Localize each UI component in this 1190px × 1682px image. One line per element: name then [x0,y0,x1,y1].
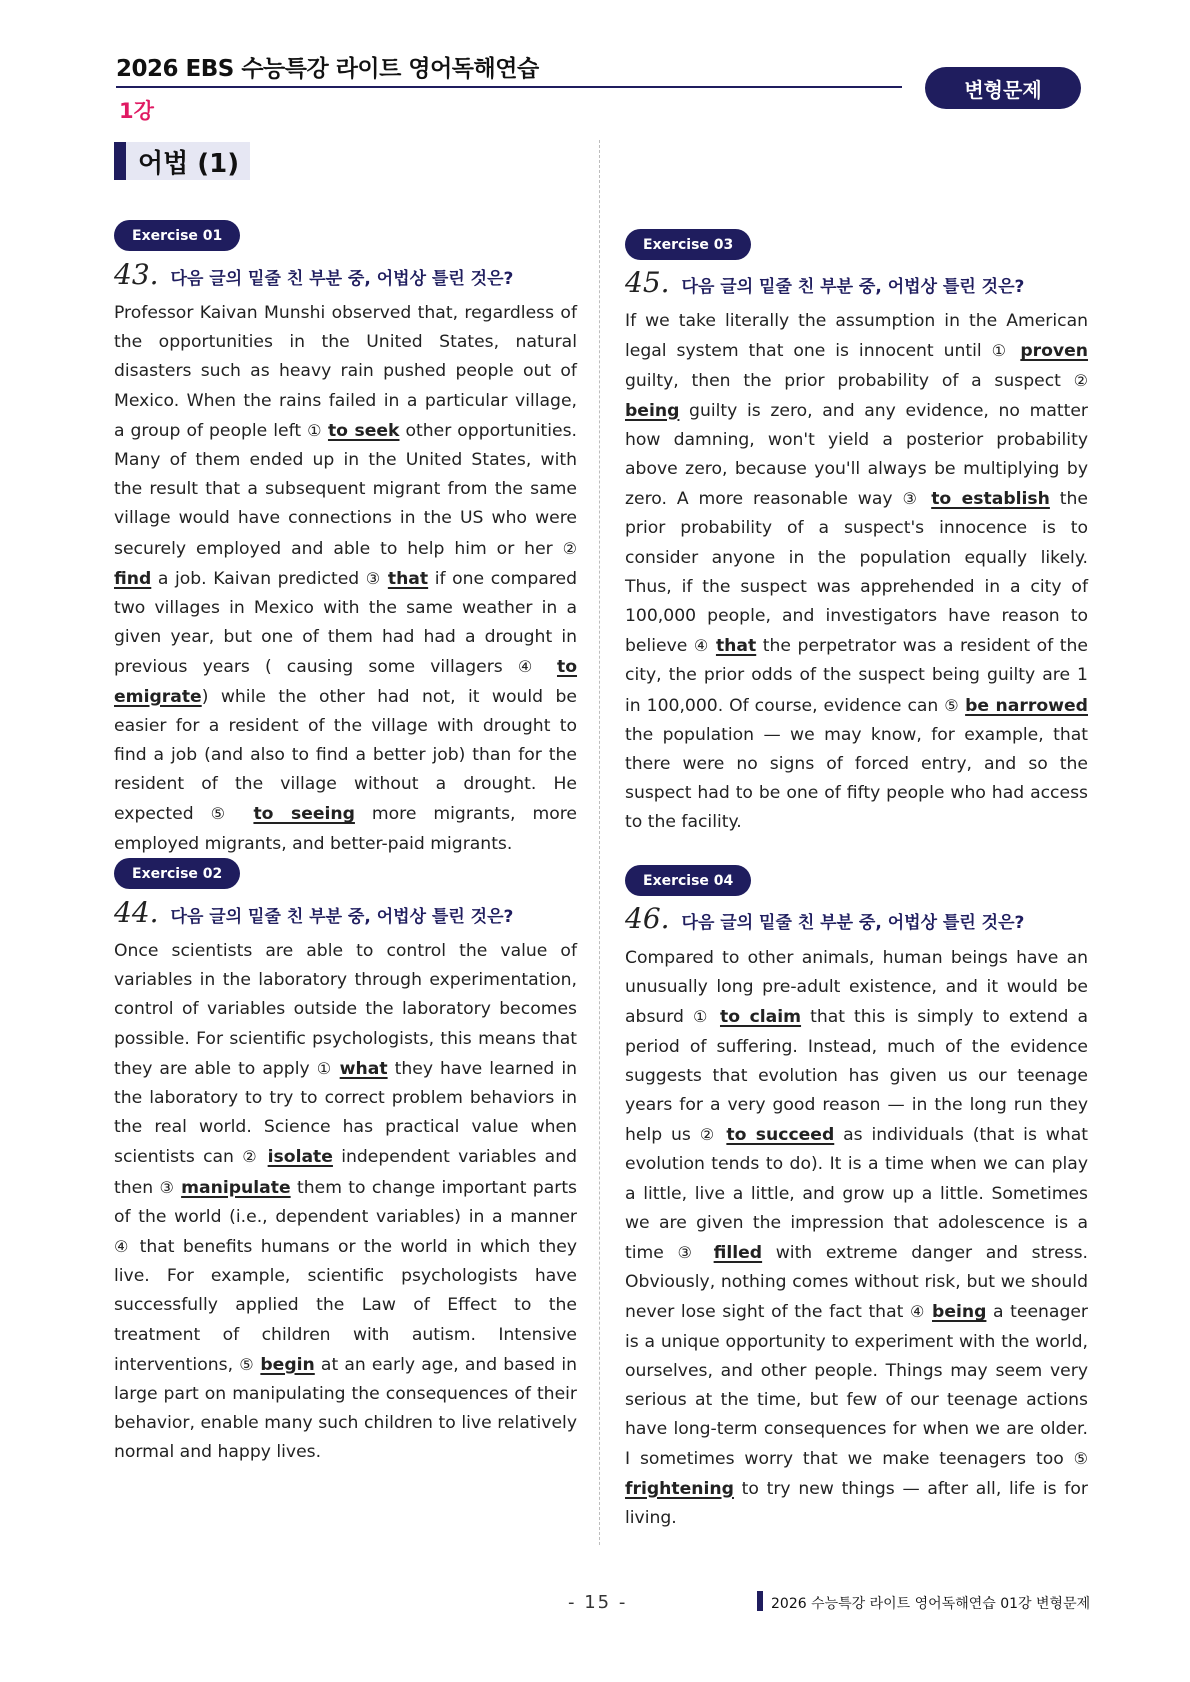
footer-marker [757,1591,763,1611]
question-header [114,896,513,929]
underlined-choice: manipulate [181,1177,291,1198]
choice-marker: ① [693,1007,711,1027]
underlined-choice: frightening [625,1478,734,1499]
question-passage: Once scientists are able to control the value of variables in the laboratory through experimentation, control of variables outside the laboratory becomes possible. For scientific psychologists, this means that they are able to apply ① what they have learned in the laboratory to try to correct problem behaviors in the real world. Science has practical value when scientists can ② isolate independent variables and then ③ manipulate them to change important parts of the world (i.e., dependent variables) in a manner ④ that benefits humans or the world in which they live. For example, scientific psychologists have successfully applied the Law of Effect to the treatment of children with autism. Intensive interventions, ⑤ begin at an early age, and based in large part on manipulating the consequences of their behavior, enable many such children to live relatively normal and happy lives. [114,941,578,1463]
question-passage: Compared to other animals, human beings have an unusually long pre-adult existence, and it would be absurd ① to claim that this is simply to extend a period of suffering. Instead, much of the evidence suggests that evolution has given us our teenage years for a very good reason — in the long run they help us ② to succeed as individuals (that is what evolution tends to do). It is a time when we can play a little, live a little, and grow up a little. Sometimes we are given the impression that adolescence is a time ③ filled with extreme danger and stress. Obviously, nothing comes without risk, but we should never lose sight of the fact that ④ being a teenager is a unique opportunity to experiment with the world, ourselves, and other people. Things may seem very serious at the time, but few of our teenage actions have long-term consequences for when we are older. I sometimes worry that we make teenagers too ⑤ frightening to try new things — after all, life is for living. [625,948,1089,1528]
underlined-choice: being [625,400,680,421]
underlined-choice: to succeed [726,1125,835,1146]
choice-marker: ② [562,538,577,558]
underlined-choice: that [715,636,757,657]
underlined-choice: proven [1020,341,1089,362]
page-number: - 15 - [568,1592,628,1613]
underlined-choice: to seeing [253,804,355,825]
underlined-choice: to claim [719,1007,802,1028]
underlined-choice: find [114,568,152,589]
underlined-choice: begin [260,1354,315,1375]
choice-marker: ④ [517,657,542,677]
section-title: 어법 (1) [138,148,240,179]
choice-marker: ① [316,1058,333,1078]
underlined-choice: what [339,1058,388,1079]
choice-marker: ② [242,1147,260,1167]
document-title: 2026 EBS 수능특강 라이트 영어독해연습 [116,56,539,82]
exercise-badge: Exercise 04 [625,865,751,896]
column-divider [599,140,600,1545]
underlined-choice: be narrowed [965,695,1088,716]
choice-marker: ④ [693,636,710,656]
section-heading [114,142,250,180]
choice-marker: ③ [365,568,382,588]
footer-title: 2026 수능특강 라이트 영어독해연습 01강 변형문제 [771,1596,1091,1612]
choice-marker: ① [307,420,322,440]
question-prompt: 다음 글의 밑줄 친 부분 중, 어법상 틀린 것은? [681,277,1025,297]
choice-marker: ② [1073,371,1088,391]
question-number: 45. [625,266,670,299]
choice-marker: ⑤ [1073,1449,1088,1469]
choice-marker: ① [991,341,1011,361]
section-marker [114,142,126,180]
choice-marker: ③ [677,1243,700,1263]
choice-marker: ③ [902,489,922,509]
question-passage: Professor Kaivan Munshi observed that, regardless of the opportunities in the United States, natural disasters such as heavy rain pushed people out of Mexico. When the rains failed in a particular village, a group of people left ① to seek other opportunities. Many of them ended up in the United States, with the result that a subsequent migrant from the same village would have connections in the US who were securely employed and able to help him or her ② find a job. Kaivan predicted ③ that if one compared two villages in Mexico with the same weather in a given year, but one of them had had a drought in previous years ( causing some villagers ④ to emigrate) while the other had not, it would be easier for a resident of the village with drought to find a job (and also to find a better job) than for the resident of the village without a drought. He expected ⑤ to seeing more migrants, more employed migrants, and better-paid migrants. [114,303,578,854]
exercise-badge: Exercise 03 [625,229,751,260]
question-number: 46. [625,902,670,935]
lesson-label: 1강 [119,99,154,123]
exercise-badge: Exercise 02 [114,858,240,889]
choice-marker: ⑤ [239,1354,255,1374]
choice-marker: ⑤ [210,804,237,824]
underlined-choice: to seek [327,420,400,441]
underlined-choice: being [932,1302,987,1323]
underlined-choice: to emigrate [114,657,578,707]
underlined-choice: filled [713,1243,763,1264]
question-prompt: 다음 글의 밑줄 친 부분 중, 어법상 틀린 것은? [170,907,514,927]
question-number: 43. [114,258,159,291]
choice-marker: ③ [159,1177,175,1197]
question-prompt: 다음 글의 밑줄 친 부분 중, 어법상 틀린 것은? [681,913,1025,933]
category-badge: 변형문제 [925,67,1081,109]
underlined-choice: that [387,568,429,589]
question-number: 44. [114,896,159,929]
question-header [114,258,513,291]
question-prompt: 다음 글의 밑줄 친 부분 중, 어법상 틀린 것은? [170,269,514,289]
choice-marker: ⑤ [944,695,960,715]
underlined-choice: to establish [931,489,1050,510]
underlined-choice: isolate [267,1147,333,1168]
exercise-badge: Exercise 01 [114,220,240,251]
question-header [625,902,1024,935]
choice-marker: ④ [114,1237,132,1257]
question-header [625,266,1024,299]
choice-marker: ② [699,1125,718,1145]
header-rule [116,86,902,88]
choice-marker: ④ [909,1302,926,1322]
question-passage: If we take literally the assumption in the American legal system that one is innocent until ① proven guilty, then the prior probability of a suspect ② being guilty is zero, and any evidence, no matter how damning, won't yield a posterior probability above zero, because you'll always be multiplying by zero. A more reasonable way ③ to establish the prior probability of a suspect's innocence is to consider anyone in the population equally likely. Thus, if the suspect was apprehended in a city of 100,000 people, and investigators have reason to believe ④ that the perpetrator was a resident of the city, the prior odds of the suspect being guilty are 1 in 100,000. Of course, evidence can ⑤ be narrowed the population — we may know, for example, that there were no signs of forced entry, and so the suspect had to be one of fifty people who had access to the facility. [625,311,1089,833]
